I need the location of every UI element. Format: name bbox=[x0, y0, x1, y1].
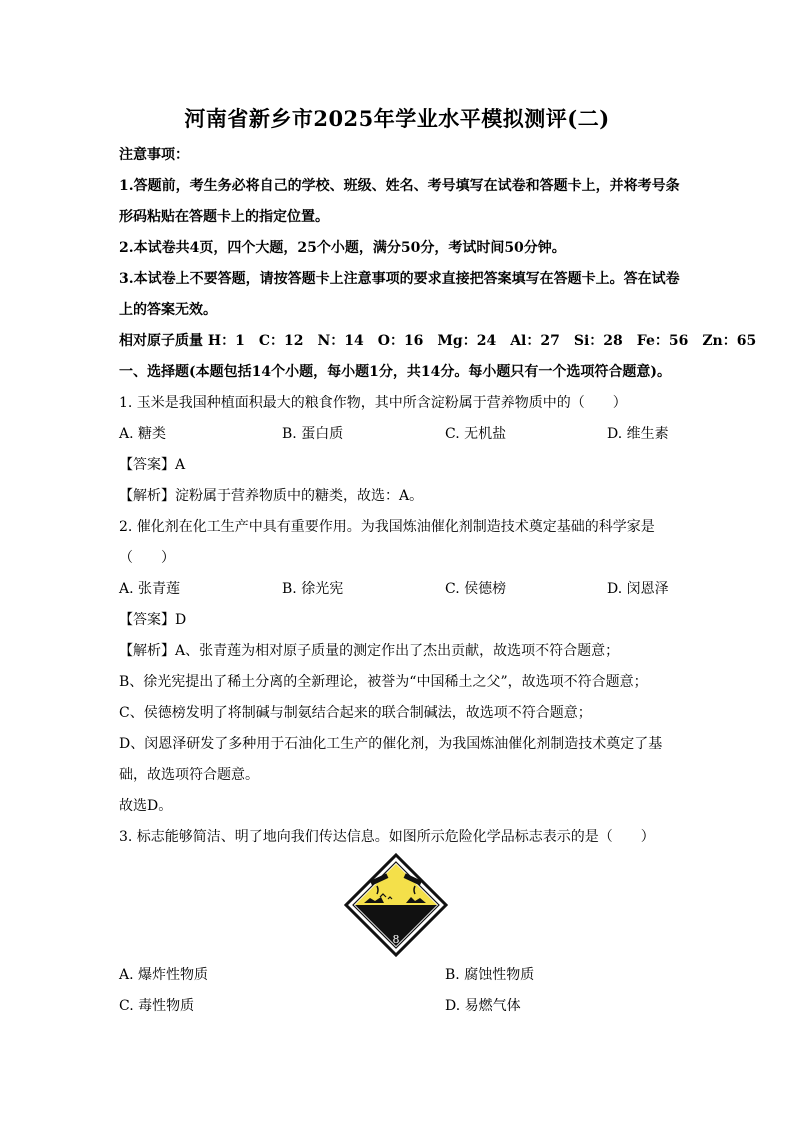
page-title: 河南省新乡市2025年学业水平模拟测评(二) bbox=[184, 106, 610, 131]
q1-option-a: A. 糖类 bbox=[119, 426, 167, 442]
atomic-mass-line: 相对原子质量 H：1 C：12 N：14 O：16 Mg：24 Al：27 Si：28 Fe：56 Zn：65 bbox=[119, 333, 757, 349]
q2-option-a: A. 张青莲 bbox=[119, 581, 181, 597]
notice-item-3: 3.本试卷上不要答题，请按答题卡上注意事项的要求直接把答案填写在答题卡上。答在试卷 bbox=[119, 271, 680, 287]
notice-item-1: 1.答题前，考生务必将自己的学校、班级、姓名、考号填写在试卷和答题卡上，并将考号条 bbox=[119, 178, 680, 194]
q2-analysis-d: D、闵恩泽研发了多种用于石油化工生产的催化剂，为我国炼油催化剂制造技术奠定了基 bbox=[119, 736, 663, 752]
q2-analysis-c: C、侯德榜发明了将制碱与制氨结合起来的联合制碱法，故选项不符合题意； bbox=[119, 705, 592, 721]
q2-analysis-d-cont: 础，故选项符合题意。 bbox=[119, 767, 259, 783]
section-heading: 一、选择题(本题包括14个小题，每小题1分，共14分。每小题只有一个选项符合题意)。 bbox=[119, 364, 671, 380]
q3-option-a: A. 爆炸性物质 bbox=[119, 967, 209, 983]
q2-option-d: D. 闵恩泽 bbox=[607, 581, 669, 597]
notice-item-2: 2.本试卷共4页，四个大题，25个小题，满分50分，考试时间50分钟。 bbox=[119, 240, 566, 256]
q2-answer: 【答案】D bbox=[119, 612, 187, 628]
question-2-stem-bracket: （ ） bbox=[119, 550, 175, 566]
question-3-stem: 3. 标志能够简洁、明了地向我们传达信息。如图所示危险化学品标志表示的是（ ） bbox=[119, 829, 655, 845]
q1-option-c: C. 无机盐 bbox=[445, 426, 507, 442]
notice-item-3-cont: 上的答案无效。 bbox=[119, 302, 217, 318]
q1-analysis: 【解析】淀粉属于营养物质中的糖类，故选：A。 bbox=[119, 488, 424, 504]
question-2-stem: 2. 催化剂在化工生产中具有重要作用。为我国炼油催化剂制造技术奠定基础的科学家是 bbox=[119, 519, 655, 535]
q2-option-c: C. 侯德榜 bbox=[445, 581, 507, 597]
q3-option-d: D. 易燃气体 bbox=[445, 998, 521, 1014]
question-1-stem: 1. 玉米是我国种植面积最大的粮食作物，其中所含淀粉属于营养物质中的（ ） bbox=[119, 395, 627, 411]
q1-answer: 【答案】A bbox=[119, 457, 186, 473]
corrosive-hazard-sign bbox=[344, 853, 448, 957]
q1-option-b: B. 蛋白质 bbox=[282, 426, 344, 442]
q3-option-c: C. 毒性物质 bbox=[119, 998, 195, 1014]
q2-analysis-b: B、徐光宪提出了稀土分离的全新理论，被誉为“中国稀土之父”，故选项不符合题意； bbox=[119, 674, 648, 690]
q2-analysis-a: 【解析】A、张青莲为相对原子质量的测定作出了杰出贡献，故选项不符合题意； bbox=[119, 643, 620, 659]
q2-option-b: B. 徐光宪 bbox=[282, 581, 344, 597]
notice-item-1-cont: 形码粘贴在答题卡上的指定位置。 bbox=[119, 209, 329, 225]
sign-class-number: 8 bbox=[392, 933, 400, 946]
q1-option-d: D. 维生素 bbox=[607, 426, 669, 442]
q3-option-b: B. 腐蚀性物质 bbox=[445, 967, 535, 983]
q2-conclusion: 故选D。 bbox=[119, 798, 173, 814]
notice-heading: 注意事项： bbox=[119, 147, 189, 163]
